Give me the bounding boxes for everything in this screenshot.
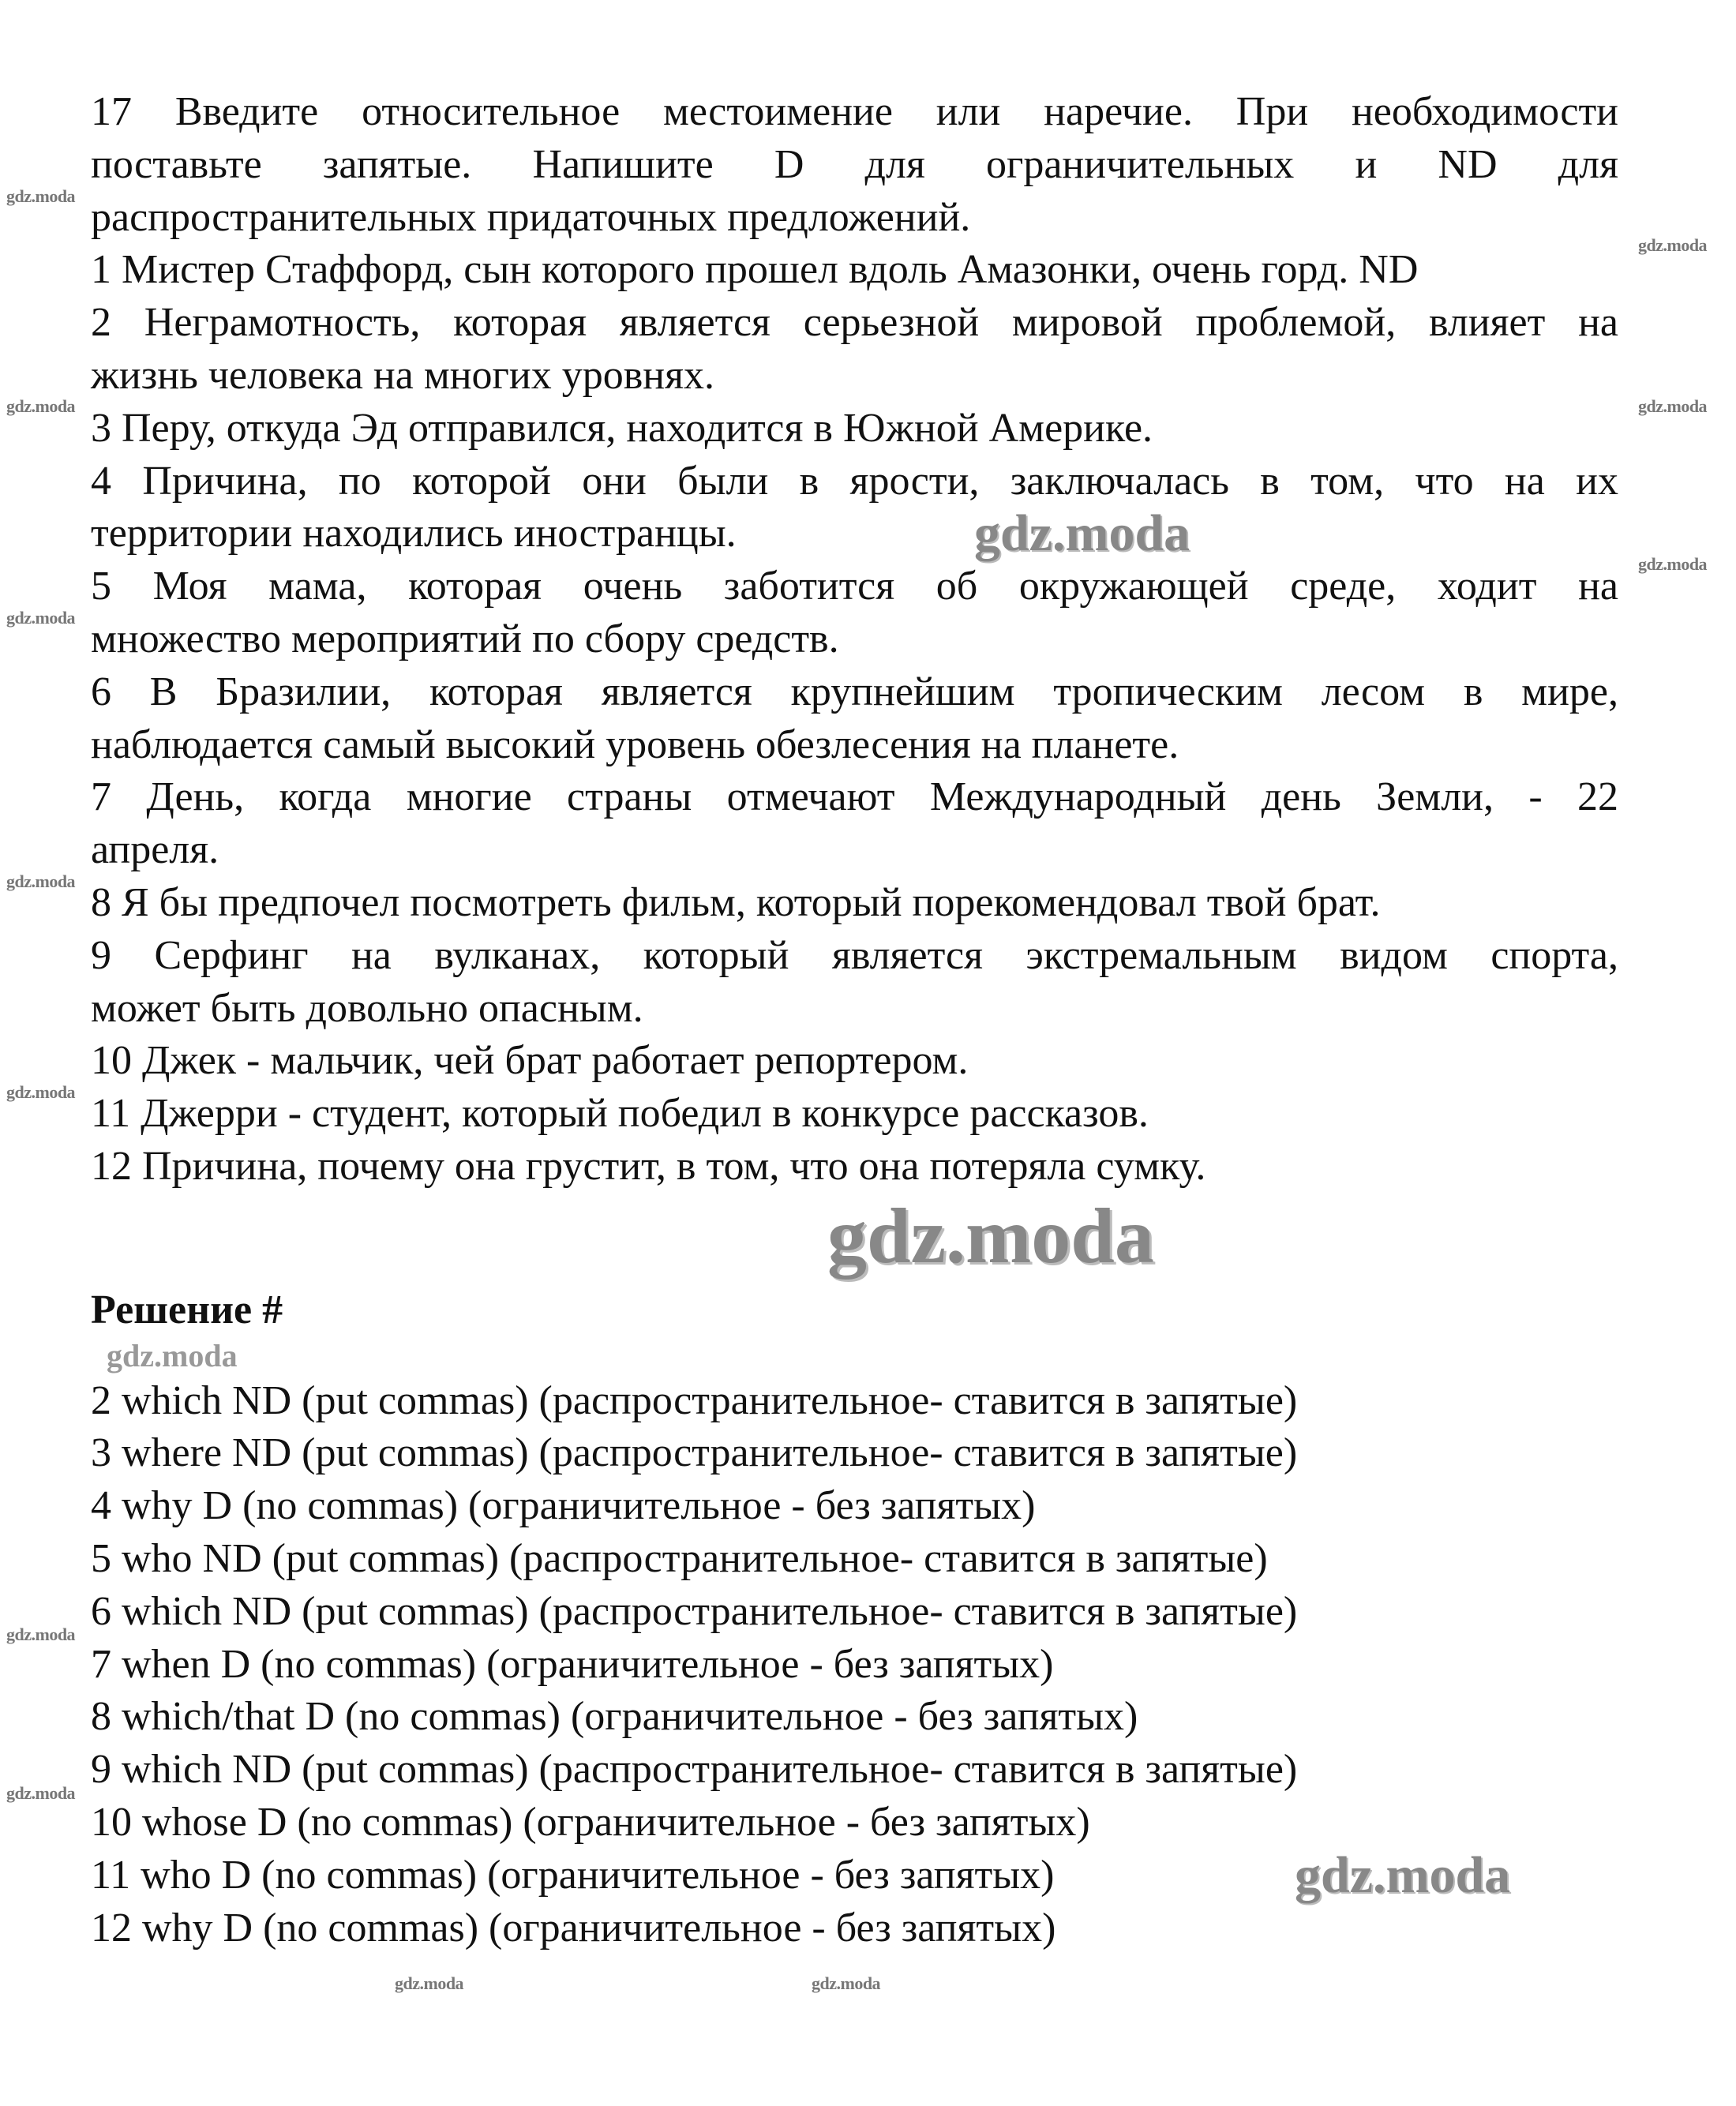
- task-line: 9 Серфинг на вулканах, который является экстремальным видом спорта,: [91, 932, 1618, 978]
- task-line: множество мероприятий по сбору средств.: [91, 616, 839, 661]
- watermark: gdz.moda: [1638, 554, 1708, 574]
- task-line: 7 День, когда многие страны отмечают Международный день Земли, - 22: [91, 774, 1618, 820]
- watermark-large: gdz.moda: [974, 504, 1190, 562]
- watermark: gdz.moda: [6, 1082, 76, 1102]
- task-line: 1 Мистер Стаффорд, сын которого прошел вдоль Амазонки, очень горд. ND: [91, 247, 1419, 293]
- task-line: 4 Причина, по которой они были в ярости, заключалась в том, что на их: [91, 458, 1618, 504]
- watermark: gdz.moda: [812, 1973, 881, 1993]
- task-line: апреля.: [91, 827, 219, 873]
- task-line: 2 Неграмотность, которая является серьезной мировой проблемой, влияет на: [91, 300, 1618, 346]
- task-line: 11 Джерри - студент, который победил в конкурсе рассказов.: [91, 1091, 1149, 1137]
- answer-line: 12 why D (no commas) (ограничительное - без запятых): [91, 1905, 1056, 1950]
- task-line: наблюдается самый высокий уровень обезлесения на планете.: [91, 721, 1179, 767]
- task-text: [91, 86, 1618, 1194]
- watermark: gdz.moda: [6, 608, 76, 628]
- watermark: gdz.moda: [107, 1338, 238, 1373]
- task-line: 12 Причина, почему она грустит, в том, что она потеряла сумку.: [91, 1143, 1206, 1189]
- solution-heading: Решение #: [91, 1287, 283, 1332]
- watermark: gdz.moda: [6, 186, 76, 206]
- answer-line: 4 why D (no commas) (ограничительное - без запятых): [91, 1483, 1036, 1529]
- watermark-large: gdz.moda: [1295, 1846, 1511, 1904]
- task-line: территории находились иностранцы.: [91, 511, 737, 556]
- watermark: gdz.moda: [1638, 235, 1708, 255]
- answer-line: 5 who ND (put commas) (распространительное- ставится в запятые): [91, 1535, 1268, 1581]
- task-line: поставьте запятые. Напишите D для ограничительных и ND для: [91, 141, 1618, 187]
- task-line: 5 Моя мама, которая очень заботится об окружающей среде, ходит на: [91, 564, 1618, 609]
- watermark-large: gdz.moda: [827, 1192, 1154, 1280]
- watermark: gdz.moda: [6, 1783, 76, 1803]
- answer-line: 2 which ND (put commas) (распространительное- ставится в запятые): [91, 1377, 1298, 1423]
- task-line: может быть довольно опасным.: [91, 985, 643, 1031]
- answer-line: 10 whose D (no commas) (ограничительное - без запятых): [91, 1799, 1090, 1845]
- answer-line: 11 who D (no commas) (ограничительное - без запятых): [91, 1852, 1055, 1898]
- task-line: распространительных придаточных предложений.: [91, 194, 971, 240]
- task-line: 17 Введите относительное местоимение или наречие. При необходимости: [91, 89, 1618, 134]
- task-line: 3 Перу, откуда Эд отправился, находится в Южной Америке.: [91, 405, 1153, 451]
- watermark: gdz.moda: [395, 1973, 464, 1993]
- document-page: [91, 86, 1618, 1954]
- answer-line: 8 which/that D (no commas) (ограничительное - без запятых): [91, 1694, 1138, 1740]
- task-line: жизнь человека на многих уровнях.: [91, 352, 715, 398]
- answer-line: 3 where ND (put commas) (распространительное- ставится в запятые): [91, 1430, 1298, 1476]
- answer-line: 7 when D (no commas) (ограничительное - без запятых): [91, 1641, 1054, 1687]
- answer-line: 9 which ND (put commas) (распространительное- ставится в запятые): [91, 1747, 1298, 1793]
- watermark: gdz.moda: [1638, 396, 1708, 416]
- watermark: gdz.moda: [6, 871, 76, 891]
- task-line: 8 Я бы предпочел посмотреть фильм, который порекомендовал твой брат.: [91, 879, 1381, 925]
- watermark: gdz.moda: [6, 1624, 76, 1644]
- task-line: 6 В Бразилии, которая является крупнейшим тропическим лесом в мире,: [91, 669, 1618, 714]
- answer-line: 6 which ND (put commas) (распространительное- ставится в запятые): [91, 1588, 1298, 1634]
- task-line: 10 Джек - мальчик, чей брат работает репортером.: [91, 1038, 969, 1084]
- watermark: gdz.moda: [6, 396, 76, 416]
